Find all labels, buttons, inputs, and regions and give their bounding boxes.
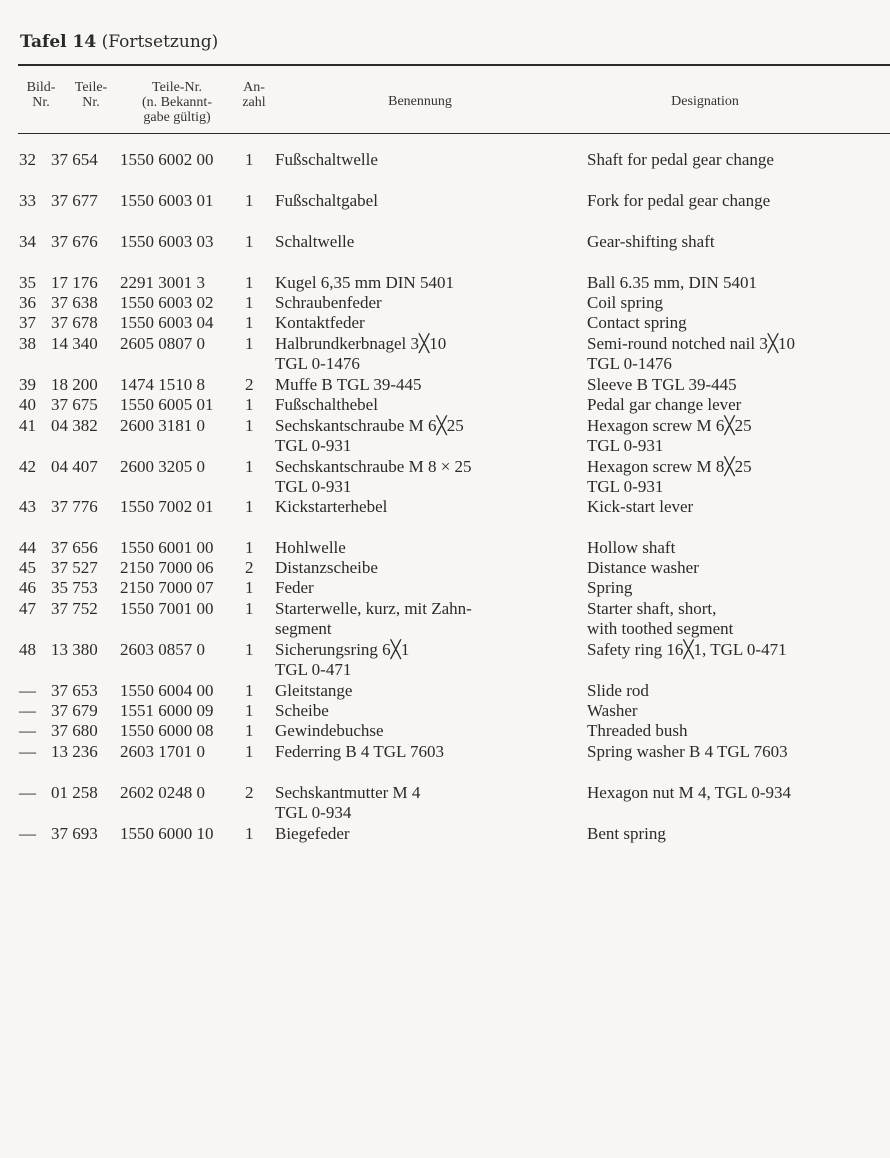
bild-nr: 35 <box>19 273 36 292</box>
anzahl: 1 <box>245 599 254 618</box>
bild-nr: — <box>19 681 36 700</box>
bild-nr: 36 <box>19 293 36 312</box>
header-teilenr-bekanntgabe: Teile-Nr. (n. Bekannt- gabe gültig) <box>142 80 212 125</box>
teile-nr: 37 679 <box>51 701 98 720</box>
teile-nr: 37 752 <box>51 599 98 618</box>
benennung-line: Federring B 4 TGL 7603 <box>275 742 445 761</box>
bild-nr: 34 <box>19 232 36 251</box>
anzahl: 1 <box>245 416 254 435</box>
designation-line: with toothed segment <box>587 619 734 638</box>
benennung <box>275 191 575 211</box>
teile-nr-bekanntgabe: 1551 6000 09 <box>120 701 214 720</box>
teile-nr-bekanntgabe: 1550 6003 04 <box>120 313 214 332</box>
teile-nr: 37 677 <box>51 191 98 210</box>
benennung-line: Gewindebuchse <box>275 721 384 740</box>
teile-nr-bekanntgabe: 2291 3001 3 <box>120 273 205 292</box>
benennung-line: Schaltwelle <box>275 232 355 251</box>
header-anzahl: An- zahl <box>242 80 266 110</box>
bild-nr: — <box>19 783 36 802</box>
teile-nr-bekanntgabe: 2603 0857 0 <box>120 640 205 659</box>
benennung-line: Kugel 6,35 mm DIN 5401 <box>275 273 454 292</box>
designation-line: Spring washer B 4 TGL 7603 <box>587 742 788 761</box>
anzahl: 1 <box>245 538 254 557</box>
benennung <box>275 701 575 721</box>
benennung-line: Distanzscheibe <box>275 558 378 577</box>
benennung <box>275 824 575 844</box>
designation-line: Semi-round notched nail 3╳10 <box>587 334 796 353</box>
teile-nr-bekanntgabe: 1474 1510 8 <box>120 375 205 394</box>
bild-nr: 40 <box>19 395 36 414</box>
benennung-line: Sicherungsring 6╳1 <box>275 640 410 659</box>
benennung <box>275 416 575 456</box>
teile-nr: 37 527 <box>51 558 98 577</box>
benennung-line: Kontaktfeder <box>275 313 365 332</box>
bild-nr: — <box>19 701 36 720</box>
anzahl: 1 <box>245 191 254 210</box>
header-teile-nr: Teile- Nr. <box>74 80 108 110</box>
teile-nr-bekanntgabe: 1550 6004 00 <box>120 681 214 700</box>
teile-nr: 37 676 <box>51 232 98 251</box>
bild-nr: — <box>19 824 36 843</box>
designation-line: Hollow shaft <box>587 538 676 557</box>
benennung <box>275 558 575 578</box>
benennung-line: Biegefeder <box>275 824 350 843</box>
benennung-line: Sechskantschraube M 6╳25 <box>275 416 464 435</box>
anzahl: 1 <box>245 497 254 516</box>
teile-nr: 37 776 <box>51 497 98 516</box>
designation <box>587 375 887 395</box>
designation-line: Fork for pedal gear change <box>587 191 771 210</box>
anzahl: 1 <box>245 701 254 720</box>
teile-nr: 17 176 <box>51 273 98 292</box>
benennung-line: TGL 0-934 <box>275 803 352 822</box>
benennung-line: TGL 0-931 <box>275 436 352 455</box>
benennung <box>275 538 575 558</box>
bild-nr: 44 <box>19 538 36 557</box>
teile-nr: 37 638 <box>51 293 98 312</box>
benennung <box>275 497 575 517</box>
designation-line: Ball 6.35 mm, DIN 5401 <box>587 273 757 292</box>
designation <box>587 742 887 762</box>
anzahl: 1 <box>245 232 254 251</box>
anzahl: 2 <box>245 375 254 394</box>
anzahl: 1 <box>245 395 254 414</box>
benennung <box>275 293 575 313</box>
teile-nr: 01 258 <box>51 783 98 802</box>
designation-line: Starter shaft, short, <box>587 599 717 618</box>
designation-line: Kick-start lever <box>587 497 694 516</box>
anzahl: 2 <box>245 783 254 802</box>
anzahl: 1 <box>245 721 254 740</box>
teile-nr-bekanntgabe: 2602 0248 0 <box>120 783 205 802</box>
bild-nr: 46 <box>19 578 36 597</box>
benennung <box>275 599 575 639</box>
anzahl: 1 <box>245 334 254 353</box>
teile-nr: 37 675 <box>51 395 98 414</box>
benennung-line: Sechskantmutter M 4 <box>275 783 421 802</box>
teile-nr-bekanntgabe: 1550 6003 03 <box>120 232 214 251</box>
designation-line: Sleeve B TGL 39-445 <box>587 375 737 394</box>
teile-nr: 13 380 <box>51 640 98 659</box>
benennung <box>275 457 575 497</box>
designation-line: Washer <box>587 701 638 720</box>
benennung <box>275 742 575 762</box>
bild-nr: 33 <box>19 191 36 210</box>
bild-nr: 38 <box>19 334 36 353</box>
teile-nr-bekanntgabe: 1550 7001 00 <box>120 599 214 618</box>
benennung-line: Gleitstange <box>275 681 353 700</box>
designation-line: Hexagon nut M 4, TGL 0-934 <box>587 783 791 802</box>
teile-nr-bekanntgabe: 2603 1701 0 <box>120 742 205 761</box>
teile-nr: 14 340 <box>51 334 98 353</box>
benennung-line: Fußschalthebel <box>275 395 378 414</box>
bild-nr: 41 <box>19 416 36 435</box>
benennung-line: Fußschaltgabel <box>275 191 378 210</box>
benennung-line: TGL 0-1476 <box>275 354 360 373</box>
benennung <box>275 395 575 415</box>
designation-line: TGL 0-931 <box>587 436 664 455</box>
designation-line: Coil spring <box>587 293 664 312</box>
benennung-line: Muffe B TGL 39-445 <box>275 375 422 394</box>
benennung-line: Halbrundkerbnagel 3╳10 <box>275 334 447 353</box>
teile-nr-bekanntgabe: 1550 6002 00 <box>120 150 214 169</box>
bild-nr: — <box>19 742 36 761</box>
header-benennung: Benennung <box>388 94 452 109</box>
designation-line: Bent spring <box>587 824 666 843</box>
designation-line: Threaded bush <box>587 721 688 740</box>
designation <box>587 599 887 639</box>
teile-nr-bekanntgabe: 1550 7002 01 <box>120 497 214 516</box>
table-continuation: (Fortsetzung) <box>96 32 219 52</box>
bild-nr: 47 <box>19 599 36 618</box>
designation-line: TGL 0-1476 <box>587 354 672 373</box>
benennung-line: Hohlwelle <box>275 538 346 557</box>
designation-line: Slide rod <box>587 681 649 700</box>
bild-nr: 45 <box>19 558 36 577</box>
designation <box>587 538 887 558</box>
teile-nr-bekanntgabe: 1550 6003 01 <box>120 191 214 210</box>
benennung <box>275 334 575 374</box>
anzahl: 1 <box>245 293 254 312</box>
bild-nr: 42 <box>19 457 36 476</box>
benennung-line: Starterwelle, kurz, mit Zahn- <box>275 599 472 618</box>
teile-nr: 37 680 <box>51 721 98 740</box>
designation <box>587 416 887 456</box>
designation <box>587 457 887 497</box>
benennung <box>275 273 575 293</box>
benennung-line: Kickstarterhebel <box>275 497 388 516</box>
bild-nr: 32 <box>19 150 36 169</box>
benennung-line: Feder <box>275 578 314 597</box>
benennung-line: segment <box>275 619 332 638</box>
teile-nr-bekanntgabe: 2150 7000 06 <box>120 558 214 577</box>
benennung-line: TGL 0-931 <box>275 477 352 496</box>
anzahl: 2 <box>245 558 254 577</box>
designation <box>587 313 887 333</box>
designation <box>587 640 887 660</box>
header-bild-nr: Bild- Nr. <box>26 80 56 110</box>
benennung-line: Fußschaltwelle <box>275 150 378 169</box>
designation-line: Gear-shifting shaft <box>587 232 715 251</box>
teile-nr-bekanntgabe: 1550 6000 08 <box>120 721 214 740</box>
designation-line: Distance washer <box>587 558 699 577</box>
designation <box>587 783 887 803</box>
teile-nr-bekanntgabe: 2150 7000 07 <box>120 578 214 597</box>
benennung <box>275 150 575 170</box>
designation <box>587 701 887 721</box>
anzahl: 1 <box>245 150 254 169</box>
header-bottom-rule <box>18 133 890 134</box>
anzahl: 1 <box>245 313 254 332</box>
designation-line: TGL 0-931 <box>587 477 664 496</box>
bild-nr: — <box>19 721 36 740</box>
designation <box>587 721 887 741</box>
page-title <box>20 32 218 52</box>
benennung <box>275 640 575 680</box>
designation-line: Hexagon screw M 8╳25 <box>587 457 752 476</box>
benennung <box>275 313 575 333</box>
designation-line: Pedal gar change lever <box>587 395 742 414</box>
teile-nr-bekanntgabe: 1550 6003 02 <box>120 293 214 312</box>
benennung-line: Sechskantschraube M 8 × 25 <box>275 457 472 476</box>
designation-line: Spring <box>587 578 633 597</box>
teile-nr: 37 654 <box>51 150 98 169</box>
designation <box>587 578 887 598</box>
teile-nr: 37 653 <box>51 681 98 700</box>
anzahl: 1 <box>245 824 254 843</box>
teile-nr: 35 753 <box>51 578 98 597</box>
designation <box>587 824 887 844</box>
teile-nr: 18 200 <box>51 375 98 394</box>
designation <box>587 395 887 415</box>
teile-nr-bekanntgabe: 1550 6001 00 <box>120 538 214 557</box>
benennung-line: TGL 0-471 <box>275 660 352 679</box>
designation-line: Shaft for pedal gear change <box>587 150 774 169</box>
designation <box>587 273 887 293</box>
benennung <box>275 232 575 252</box>
teile-nr: 37 678 <box>51 313 98 332</box>
benennung <box>275 721 575 741</box>
bild-nr: 37 <box>19 313 36 332</box>
designation-line: Hexagon screw M 6╳25 <box>587 416 752 435</box>
teile-nr-bekanntgabe: 2605 0807 0 <box>120 334 205 353</box>
designation-line: Contact spring <box>587 313 687 332</box>
benennung <box>275 578 575 598</box>
designation <box>587 497 887 517</box>
bild-nr: 39 <box>19 375 36 394</box>
designation <box>587 150 887 170</box>
benennung-line: Scheibe <box>275 701 329 720</box>
table-number: Tafel 14 <box>20 32 97 52</box>
teile-nr-bekanntgabe: 1550 6005 01 <box>120 395 214 414</box>
teile-nr-bekanntgabe: 2600 3181 0 <box>120 416 205 435</box>
teile-nr-bekanntgabe: 2600 3205 0 <box>120 457 205 476</box>
anzahl: 1 <box>245 681 254 700</box>
designation <box>587 681 887 701</box>
header-designation: Designation <box>671 94 739 109</box>
benennung-line: Schraubenfeder <box>275 293 382 312</box>
benennung <box>275 375 575 395</box>
anzahl: 1 <box>245 578 254 597</box>
designation <box>587 334 887 374</box>
benennung <box>275 681 575 701</box>
teile-nr: 13 236 <box>51 742 98 761</box>
anzahl: 1 <box>245 742 254 761</box>
teile-nr-bekanntgabe: 1550 6000 10 <box>120 824 214 843</box>
teile-nr: 37 693 <box>51 824 98 843</box>
teile-nr: 04 407 <box>51 457 98 476</box>
designation <box>587 293 887 313</box>
benennung <box>275 783 575 823</box>
anzahl: 1 <box>245 273 254 292</box>
bild-nr: 48 <box>19 640 36 659</box>
teile-nr: 04 382 <box>51 416 98 435</box>
anzahl: 1 <box>245 457 254 476</box>
anzahl: 1 <box>245 640 254 659</box>
designation-line: Safety ring 16╳1, TGL 0-471 <box>587 640 787 659</box>
bild-nr: 43 <box>19 497 36 516</box>
designation <box>587 558 887 578</box>
designation <box>587 191 887 211</box>
designation <box>587 232 887 252</box>
teile-nr: 37 656 <box>51 538 98 557</box>
header-top-rule <box>18 64 890 66</box>
